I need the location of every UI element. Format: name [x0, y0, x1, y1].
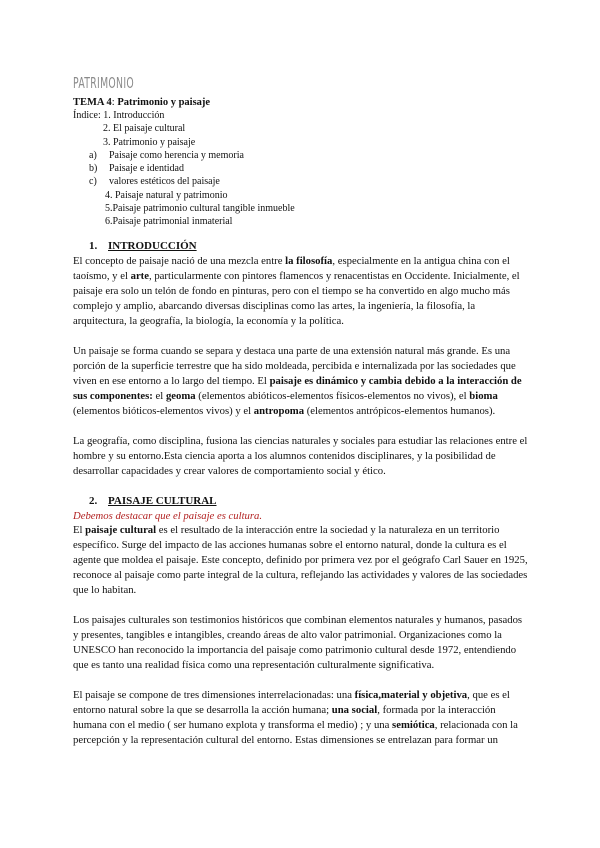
text-run: La geografía, como disciplina, fusiona las ciencias naturales y sociales para estudiar las relaciones entre el hombre y su entorno.Esta ciencia aporta a los alumnos contenidos disciplinares, y la posibilidad de desarrollar capacidades y crear valores de comportamiento social y ético.	[73, 434, 528, 477]
paragraph	[73, 434, 530, 479]
paragraph	[73, 254, 530, 329]
index-item-4: 4. Paisaje natural y patrimonio	[105, 189, 228, 201]
index-sub-a	[73, 149, 530, 162]
section-number: 2.	[89, 494, 98, 507]
bold-term: semiótica	[392, 718, 435, 731]
list-marker: a)	[89, 149, 97, 161]
text-run: El concepto de paisaje nació de una mezcla entre	[73, 254, 286, 267]
section-title: PAISAJE CULTURAL	[108, 494, 217, 507]
list-text: Paisaje como herencia y memoria	[109, 149, 244, 161]
text-run: , particularmente con pintores flamencos y renacentistas en Occidente. Inicialmente, el paisaje era solo un telón de fondo en pinturas, pero con el tiempo se ha convertido en algo mucho más complejo y amplio, abarcando diversas disciplinas como las artes, la ingeniería, la filosofía, la arquitectura, la geografía, la biología, la economía y la política.	[73, 269, 520, 327]
index-label: Índice:	[73, 110, 101, 121]
tema-sep: :	[111, 97, 115, 108]
index-item-3: 3. Patrimonio y paisaje	[103, 136, 196, 148]
tema-title: Patrimonio y paisaje	[117, 97, 211, 108]
list-text: valores estéticos del paisaje	[109, 176, 220, 188]
bold-term: antropoma	[253, 404, 305, 417]
bold-term: paisaje es dinámico y cambia debido a la interacción de sus componentes:	[73, 374, 522, 402]
paragraph	[73, 613, 530, 673]
text-run: Los paisajes culturales son testimonios históricos que combinan elementos naturales y humanos, pasados y presentes, tangibles e intangibles, creando áreas de alto valor patrimonial. Organizaciones como la UNESCO han reconocido la importancia del paisaje como patrimonio cultural desde 1972, entendiendo que es tanto una realidad física como una representación culturalmente significativa.	[73, 613, 523, 671]
paragraph	[73, 344, 530, 419]
section-number: 1.	[89, 239, 98, 252]
index-item-1: 1. Introducción	[103, 110, 165, 121]
text-run: (elementos abióticos-elementos físicos-elementos no vivos), el	[195, 389, 470, 402]
bold-term: geoma	[165, 389, 196, 402]
index-sub-c	[73, 175, 530, 188]
text-run: , especialmente en la antigua china con el taoísmo, y el	[73, 254, 510, 282]
list-marker: b)	[89, 163, 98, 175]
index-sub-b	[73, 162, 530, 175]
text-run: Un paisaje se forma cuando se separa y destaca una parte de una extensión natural más grande. Es una porción de la superficie terrestre que ha sido moldeada, percibida e internalizada por las sociedades que viven en ese entorno a lo largo del tiempo. El	[73, 344, 516, 387]
index-first-line	[73, 109, 530, 122]
text-run: , que es el entorno natural sobre la que se desarrolla la acción humana;	[73, 688, 510, 716]
section-heading-introduccion	[73, 239, 530, 253]
table-of-contents	[73, 109, 530, 229]
bold-term: paisaje cultural	[85, 523, 157, 536]
text-run: El paisaje se compone de tres dimensiones interrelacionadas: una	[73, 688, 355, 701]
list-text: Paisaje e identidad	[109, 163, 184, 175]
bold-term: una social	[331, 703, 378, 716]
section-title: INTRODUCCIÓN	[108, 239, 197, 252]
text-run: El	[73, 523, 86, 536]
document-title: PATRIMONIO	[73, 74, 135, 92]
bold-term: física,material y objetiva	[354, 688, 468, 701]
text-run: es el resultado de la interacción entre la sociedad y la naturaleza en un territorio específico. Surge del impacto de las acciones humanas sobre el entorno natural, donde la cultura es el agente que moldea el paisaje. Este concepto, definido por primera vez por el geógrafo Carl Sauer en 1925, reconoce al paisaje como parte integral de la cultura, reflejando las actividades y valores de las sociedades que lo habitan.	[73, 523, 528, 596]
tema-label: TEMA 4	[73, 97, 112, 108]
index-item-6: 6.Paisaje patrimonial inmaterial	[105, 216, 233, 228]
text-run: , formada por la interacción humana con el medio ( ser humano explota y transforma el medio) ; y una	[73, 703, 496, 731]
bold-term: bioma	[469, 389, 498, 402]
text-run: el	[152, 389, 166, 402]
section-note: Debemos destacar que el paisaje es cultura.	[73, 509, 263, 522]
text-run: , relacionada con la percepción y la representación cultural del entorno. Estas dimensiones se entrelazan para formar un	[73, 718, 518, 746]
text-run: (elementos antrópicos-elementos humanos).	[304, 404, 496, 417]
section-heading-paisaje-cultural	[73, 494, 530, 508]
paragraph	[73, 523, 530, 598]
index-item-2: 2. El paisaje cultural	[103, 123, 186, 135]
bold-term: arte	[130, 269, 149, 282]
index-item-5: 5.Paisaje patrimonio cultural tangible inmueble	[105, 203, 295, 215]
paragraph	[73, 688, 530, 748]
list-marker: c)	[89, 176, 97, 188]
text-run: (elementos bióticos-elementos vivos) y el	[73, 404, 254, 417]
tema-line	[73, 96, 530, 109]
bold-term: la filosofía	[285, 254, 333, 267]
